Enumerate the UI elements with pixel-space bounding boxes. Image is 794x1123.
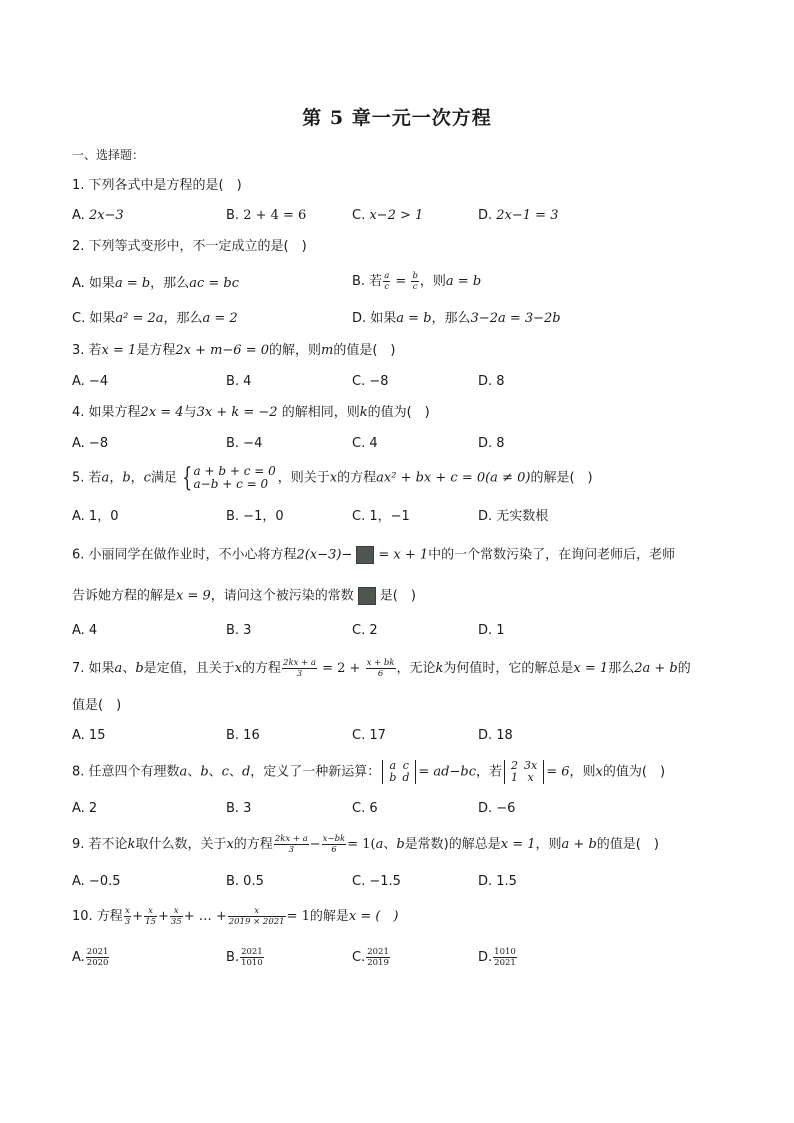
q9-option-a: A. −0.5 — [72, 874, 121, 889]
question-2: 2. 下列等式变形中，不一定成立的是( ) — [72, 239, 307, 254]
q2-option-a: A. 如果a = b，那么ac = bc — [72, 276, 239, 291]
q5-option-a: A. 1，0 — [72, 509, 119, 524]
equation-system: { a + b + c = 0 a−b + c = 0 — [182, 463, 276, 493]
q4-option-a: A. −8 — [72, 436, 109, 451]
q3-option-d: D. 8 — [478, 374, 505, 389]
q2-option-b: B. 若 $\frac{a}{c}$ = $\frac{b}{c}$ ，则a = b — [352, 271, 482, 292]
q1-option-c: C. x−2 > 1 — [352, 208, 424, 223]
q10-option-d: D. $\frac{1010}{2021}$ — [478, 947, 516, 968]
q10-option-b: B. $\frac{2021}{1010}$ — [226, 947, 263, 968]
ink-blot — [358, 587, 376, 605]
q1-option-d: D. 2x−1 = 3 — [478, 208, 559, 223]
q10-option-c: C. $\frac{2021}{2019}$ — [352, 947, 389, 968]
q10-option-a: A. $\frac{2021}{2020}$ — [72, 947, 109, 968]
question-5: 5. 若a，b，c满足 { a + b + c = 0 a−b + c = 0 ，则关于x的方程ax² + bx + c = 0(a ≠ 0)的解是( ) — [72, 463, 593, 493]
q7-option-b: B. 16 — [226, 728, 260, 743]
question-6-line-2: 告诉她方程的解是x = 9，请问这个被污染的常数 是( ) — [72, 588, 416, 604]
q3-option-b: B. 4 — [226, 374, 252, 389]
section-heading: 一、选择题： — [72, 148, 145, 162]
question-8: 8. 任意四个有理数a、b、c、d，定义了一种新运算： a c b d = ad−bc，若 2 3x 1 x = 6，则x的值为( ) — [72, 759, 666, 784]
q5-option-c: C. 1，−1 — [352, 509, 410, 524]
q3-option-c: C. −8 — [352, 374, 389, 389]
page-title: 第 5 章一元一次方程 — [302, 107, 492, 129]
question-3: 3. 若x = 1是方程2x + m−6 = 0的解，则m的值是( ) — [72, 343, 396, 358]
q8-option-a: A. 2 — [72, 801, 98, 816]
q1-option-a: A. 2x−3 — [72, 208, 124, 223]
q8-option-d: D. −6 — [478, 801, 516, 816]
q4-option-d: D. 8 — [478, 436, 505, 451]
q9-option-b: B. 0.5 — [226, 874, 264, 889]
q7-option-d: D. 18 — [478, 728, 513, 743]
q3-option-a: A. −4 — [72, 374, 109, 389]
q8-option-c: C. 6 — [352, 801, 378, 816]
question-7-line-2: 值是( ) — [72, 698, 122, 713]
q4-option-b: B. −4 — [226, 436, 263, 451]
q6-option-a: A. 4 — [72, 623, 98, 638]
q4-option-c: C. 4 — [352, 436, 378, 451]
q9-option-d: D. 1.5 — [478, 874, 517, 889]
q7-option-a: A. 15 — [72, 728, 106, 743]
question-1: 1. 下列各式中是方程的是( ) — [72, 178, 242, 193]
q5-option-d: D. 无实数根 — [478, 509, 549, 524]
q2-option-d: D. 如果a = b，那么3−2a = 3−2b — [352, 311, 561, 326]
q8-option-b: B. 3 — [226, 801, 252, 816]
question-4: 4. 如果方程2x = 4与3x + k = −2 的解相同，则k的值为( ) — [72, 405, 430, 420]
determinant: 2 3x 1 x — [504, 760, 544, 784]
q5-option-b: B. −1，0 — [226, 509, 284, 524]
question-7: 7. 如果a、b是定值，且关于x的方程 $\frac{2kx + a}{3}$ = 2 + $\frac{x + bk}{6}$ ，无论k为何值时，它的解总是x = 1那么2a + b的 — [72, 658, 691, 679]
determinant: a c b d — [382, 760, 416, 784]
q6-option-c: C. 2 — [352, 623, 378, 638]
question-6: 6. 小丽同学在做作业时，不小心将方程2(x−3)− = x + 1中的一个常数污染了，在询问老师后，老师 — [72, 547, 676, 563]
ink-blot — [356, 546, 374, 564]
question-9: 9. 若不论k取什么数，关于x的方程 $\frac{2kx + a}{3}$ − $\frac{x-bk}{6}$ = 1(a、b是常数)的解总是x = 1，则a + b的值是( ) — [72, 834, 659, 855]
q9-option-c: C. −1.5 — [352, 874, 401, 889]
q6-option-b: B. 3 — [226, 623, 252, 638]
q6-option-d: D. 1 — [478, 623, 505, 638]
q2-option-c: C. 如果a² = 2a，那么a = 2 — [72, 311, 238, 326]
question-10: 10. 方程 $\frac{x}{3}$ + $\frac{x}{15}$ + $\frac{x}{35}$ + … + $\frac{x}{2019 \times 2021}$ = 1的解是x = ( ) — [72, 906, 399, 927]
q1-option-b: B. 2 + 4 = 6 — [226, 208, 307, 223]
q7-option-c: C. 17 — [352, 728, 386, 743]
